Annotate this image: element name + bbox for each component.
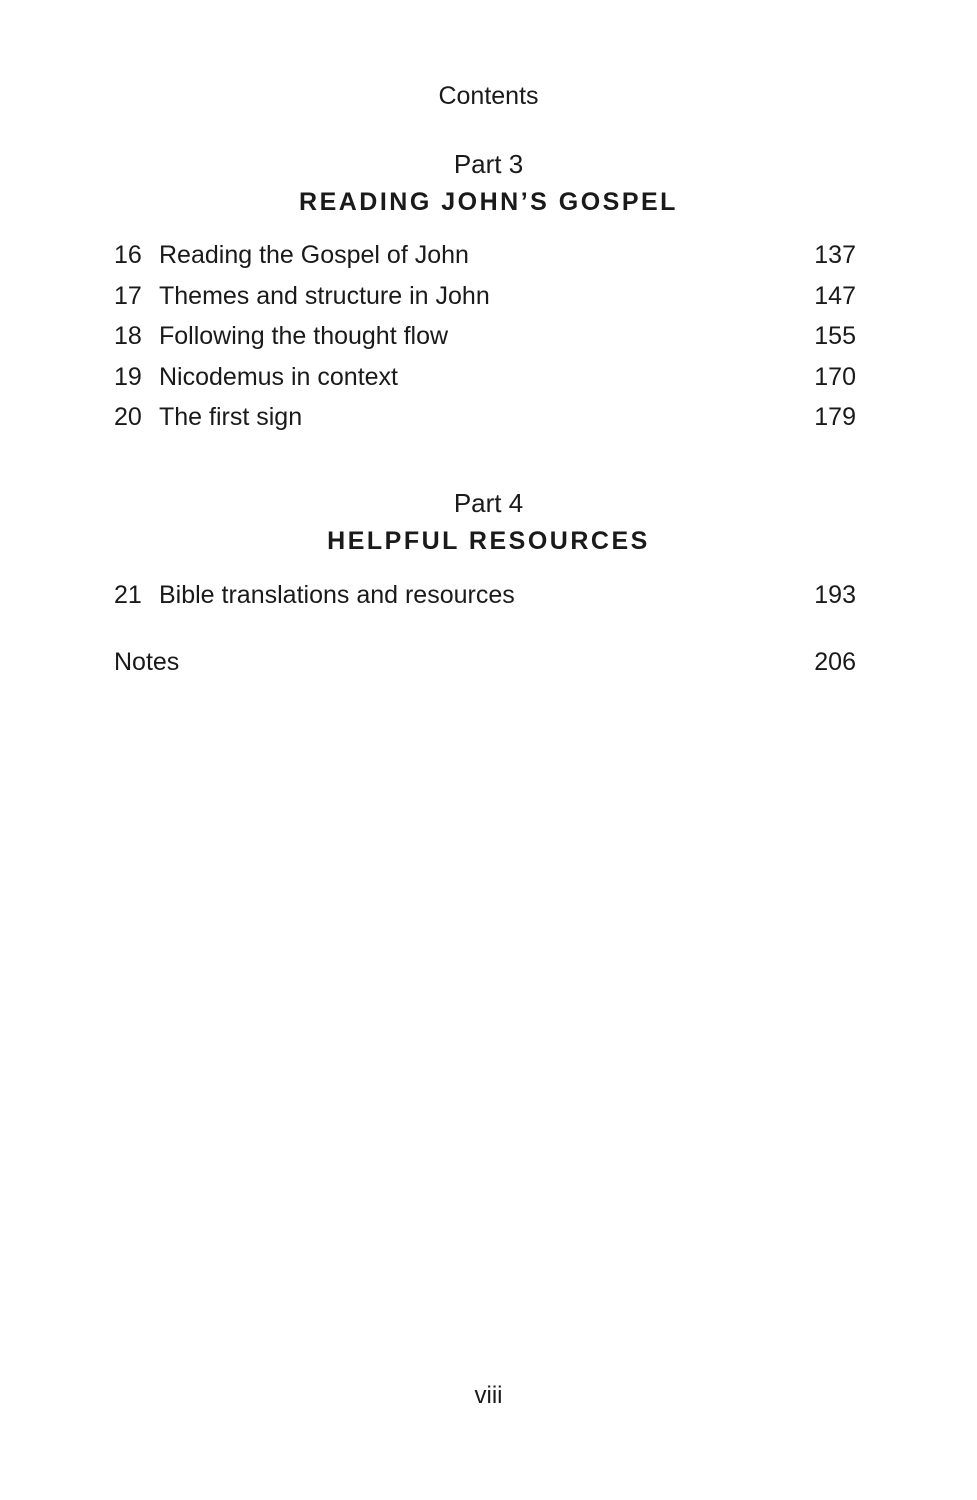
page-number: 147 [814,281,856,310]
chapter-number: 18 [114,322,142,350]
chapter-number: 16 [114,241,142,269]
chapter-number: 20 [114,403,142,431]
chapter-title: Reading the Gospel of John [159,241,469,269]
chapter-number: 17 [114,281,142,310]
toc-entry[interactable] [114,403,856,444]
notes-title: Notes [114,648,180,676]
page-number: 193 [814,581,856,609]
running-head: Contents [438,82,539,110]
toc-entry[interactable] [114,282,856,323]
page-number: 137 [814,241,856,269]
part-title: HELPFUL RESOURCES [327,527,650,555]
chapter-title: Themes and structure in John [159,281,490,310]
part-4-heading [0,486,977,561]
page-number: 179 [814,403,856,431]
chapter-title: Bible translations and resources [159,581,515,609]
folio-page-number: viii [474,1382,503,1409]
part-3-heading [0,147,977,222]
part-label: Part 3 [453,149,524,179]
toc-entry[interactable] [114,241,856,282]
chapter-number: 21 [114,581,142,609]
toc-entry[interactable] [114,363,856,404]
part-label: Part 4 [453,488,524,518]
chapter-title: Nicodemus in context [159,362,399,391]
part-title: READING JOHN’S GOSPEL [299,188,678,216]
chapter-title: Following the thought flow [159,322,449,350]
page-number: 155 [814,322,856,350]
page-number: 170 [814,362,856,391]
toc-entry-notes[interactable] [114,648,856,677]
part-4-toc [114,581,856,622]
toc-entry[interactable] [114,322,856,363]
toc-entry[interactable] [114,581,856,622]
chapter-title: The first sign [159,403,303,431]
part-3-toc [114,241,856,444]
chapter-number: 19 [114,362,142,391]
page-number: 206 [814,648,856,676]
